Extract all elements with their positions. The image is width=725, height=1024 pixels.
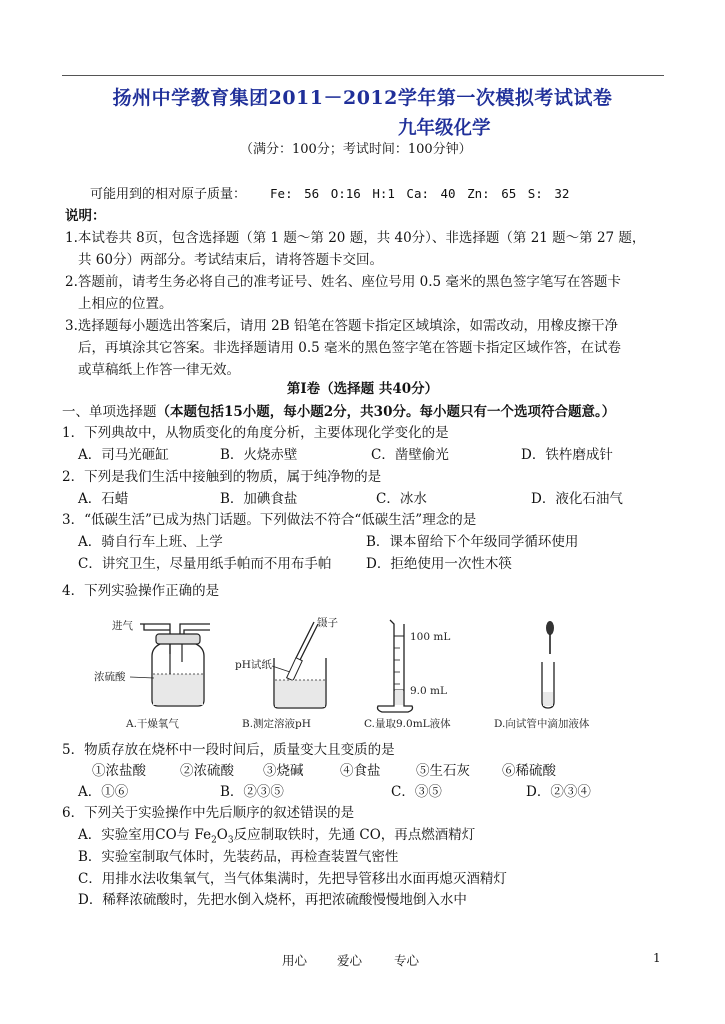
q6-a-sub1: 2 — [211, 835, 217, 846]
note-line: 1.本试卷共 8页，包含选择题（第 1 题～第 20 题，共 40分）、非选择题（第 21 题～第 27 题， — [65, 230, 646, 246]
caption-c: C.量取9.0mL液体 — [364, 718, 451, 730]
exam-subject: 九年级化学 — [398, 118, 491, 139]
header-rule — [62, 75, 664, 76]
label-tweezers: 镊子 — [317, 617, 338, 629]
q3-option-d[interactable]: D．拒绝使用一次性木筷 — [366, 556, 512, 572]
q6-option-a[interactable] — [78, 823, 475, 846]
note-line: 2.答题前，请考生务必将自己的准考证号、姓名、座位号用 0.5 毫米的黑色签字笔写在答题卡 — [65, 274, 621, 290]
q6-a-pre: A．实验室用CO与 Fe — [78, 827, 212, 843]
apparatus-b — [235, 616, 338, 730]
q5-option-a[interactable]: A．①⑥ — [78, 784, 129, 800]
apparatus-d — [494, 621, 590, 730]
atomic-masses — [90, 183, 569, 202]
label-inlet: 进气 — [112, 620, 133, 632]
question-4-stem: 4．下列实验操作正确的是 — [62, 583, 220, 599]
q6-a-sub2: 3 — [227, 835, 234, 846]
part1-label: 一、单项选择题 — [62, 404, 157, 420]
atomic-masses-label: 可能用到的相对原子质量： — [90, 187, 247, 202]
apparatus-c — [364, 620, 451, 730]
caption-a: A.干燥氧气 — [126, 718, 179, 730]
apparatus-a — [94, 619, 210, 730]
q2-option-a[interactable]: A．石蜡 — [78, 491, 129, 507]
q1-option-c[interactable]: C．凿壁偷光 — [371, 447, 449, 463]
q5-item: ④食盐 — [340, 763, 381, 779]
question-2-stem: 2．下列是我们生活中接触到的物质，属于纯净物的是 — [62, 469, 382, 485]
q6-option-c[interactable]: C．用排水法收集氧气，当气体集满时，先把导管移出水面再熄灭酒精灯 — [78, 871, 507, 887]
q5-item: ⑤生石灰 — [416, 763, 470, 779]
q3-option-c[interactable]: C．讲究卫生，尽量用纸手帕而不用布手帕 — [78, 556, 332, 572]
caption-b: B.测定溶液pH — [242, 718, 311, 730]
q3-option-a[interactable]: A．骑自行车上班、上学 — [78, 534, 223, 550]
question-1-stem: 1．下列典故中，从物质变化的角度分析，主要体现化学变化的是 — [62, 425, 449, 441]
question-5-stem: 5．物质存放在烧杯中一段时间后，质量变大且变质的是 — [62, 742, 395, 758]
part1-desc: （本题包括15小题，每小题2分，共30分。每小题只有一个选项符合题意。） — [156, 404, 616, 420]
q5-item: ①浓盐酸 — [92, 763, 146, 779]
note-line: 上相应的位置。 — [78, 296, 173, 312]
q6-a-post: 反应制取铁时，先通 CO，再点燃酒精灯 — [233, 827, 476, 843]
q1-option-a[interactable]: A．司马光砸缸 — [78, 447, 169, 463]
note-line: 或草稿纸上作答一律无效。 — [78, 362, 240, 378]
q3-option-b[interactable]: B．课本留给下个年级同学循环使用 — [366, 534, 579, 550]
note-line: 后，再填涂其它答案。非选择题请用 0.5 毫米的黑色签字笔在答题卡指定区域作答，在试卷 — [78, 340, 622, 356]
notes-heading: 说明： — [65, 208, 106, 224]
q5-item: ③烧碱 — [263, 763, 304, 779]
label-acid: 浓硫酸 — [94, 671, 126, 683]
q6-option-d[interactable]: D．稀释浓硫酸时，先把水倒入烧杯，再把浓硫酸慢慢地倒入水中 — [78, 892, 467, 908]
caption-d: D.向试管中滴加液体 — [494, 718, 590, 730]
q5-option-c[interactable]: C．③⑤ — [391, 784, 442, 800]
atomic-masses-values: Fe: 56 O:16 H:1 Ca: 40 Zn: 65 S: 32 — [270, 186, 570, 201]
q6-a-mid: O — [216, 827, 228, 843]
q2-option-c[interactable]: C．冰水 — [376, 491, 427, 507]
footer-word: 用心 — [282, 953, 308, 968]
section-title: 第Ⅰ卷（选择题 共40分） — [286, 381, 439, 397]
q5-option-b[interactable]: B．②③⑤ — [220, 784, 284, 800]
score-line: （满分：100分；考试时间：100分钟） — [240, 142, 472, 157]
question-3-stem: 3．“低碳生活”已成为热门话题。下列做法不符合“低碳生活”理念的是 — [62, 512, 477, 528]
q1-option-b[interactable]: B．火烧赤壁 — [220, 447, 298, 463]
q5-option-d[interactable]: D．②③④ — [526, 784, 591, 800]
label-ph-paper: pH试纸 — [235, 659, 272, 671]
q4-figure-svg — [92, 614, 632, 732]
footer-word: 专心 — [394, 953, 420, 968]
q5-item: ⑥稀硫酸 — [502, 763, 556, 779]
q5-item: ②浓硫酸 — [180, 763, 234, 779]
footer-word: 爱心 — [337, 953, 363, 968]
q6-option-b[interactable]: B．实验室制取气体时，先装药品，再检查装置气密性 — [78, 849, 399, 865]
question-6-stem: 6．下列关于实验操作中先后顺序的叙述错误的是 — [62, 805, 355, 821]
q4-figure — [92, 614, 632, 732]
note-line: 3.选择题每小题选出答案后，请用 2B 铅笔在答题卡指定区域填涂，如需改动，用橡皮擦干净 — [65, 318, 618, 334]
label-100ml: 100 mL — [410, 631, 451, 643]
note-line: 共 60分）两部分。考试结束后，请将答题卡交回。 — [78, 252, 383, 268]
label-9ml: 9.0 mL — [410, 685, 447, 697]
q2-option-d[interactable]: D．液化石油气 — [531, 491, 623, 507]
page-number: 1 — [653, 951, 661, 965]
exam-title: 扬州中学教育集团2011－2012学年第一次模拟考试试卷 — [112, 87, 613, 109]
q2-option-b[interactable]: B．加碘食盐 — [220, 491, 298, 507]
part1-heading — [62, 400, 615, 420]
q1-option-d[interactable]: D．铁杵磨成针 — [521, 447, 613, 463]
